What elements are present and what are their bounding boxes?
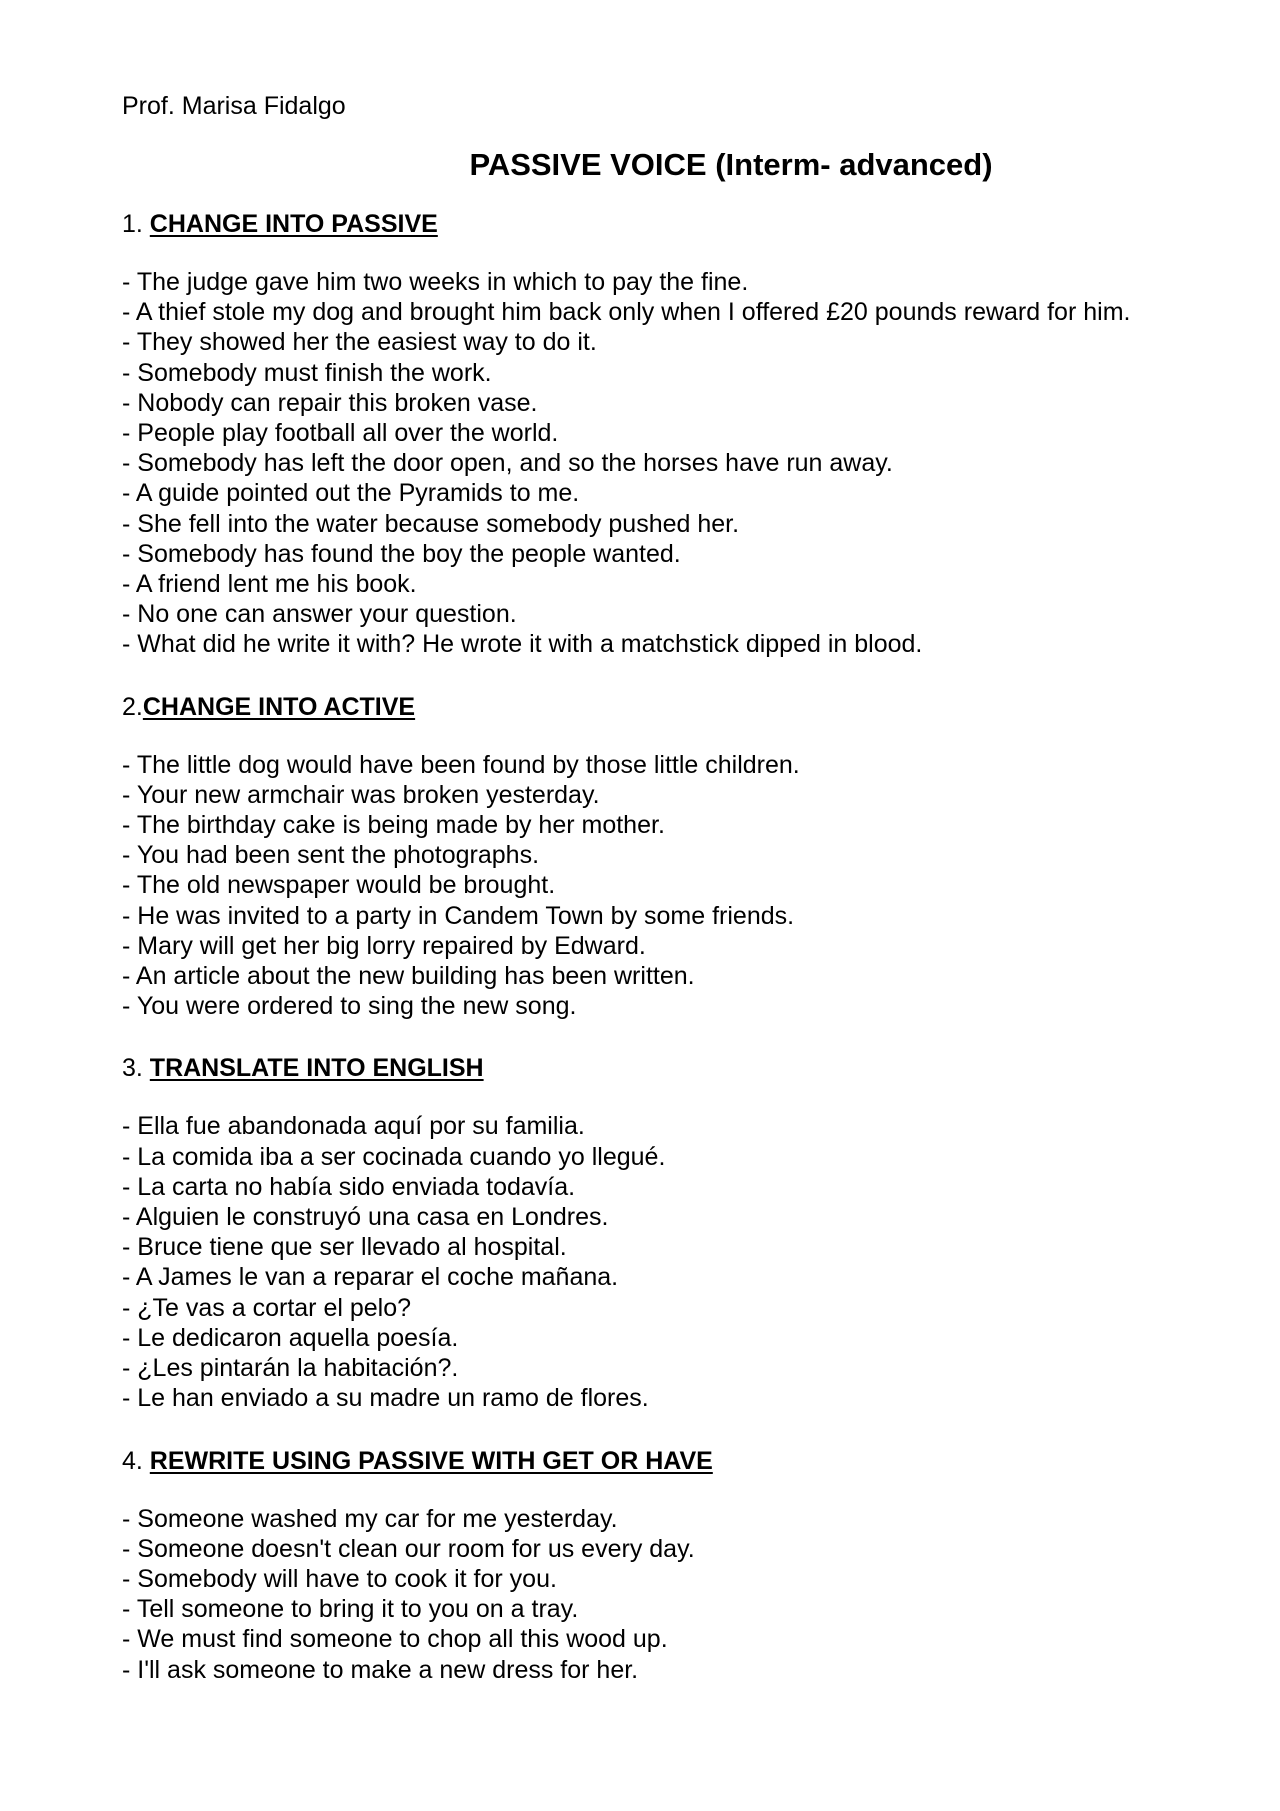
author-line: Prof. Marisa Fidalgo bbox=[122, 92, 346, 120]
exercise-item: - Le han enviado a su madre un ramo de flores. bbox=[122, 1384, 649, 1413]
exercise-list bbox=[122, 267, 1220, 660]
section-heading bbox=[122, 1051, 1220, 1085]
exercise-item: - Bruce tiene que ser llevado al hospital. bbox=[122, 1233, 567, 1262]
exercise-item: - I'll ask someone to make a new dress for her. bbox=[122, 1655, 639, 1684]
exercise-item: - ¿Les pintarán la habitación?. bbox=[122, 1354, 459, 1383]
exercise-item: - You had been sent the photographs. bbox=[122, 841, 540, 870]
exercise-item: - What did he write it with? He wrote it with a matchstick dipped in blood. bbox=[122, 630, 923, 659]
exercise-item: - The old newspaper would be brought. bbox=[122, 871, 556, 900]
exercise-sections bbox=[122, 207, 1220, 1685]
exercise-item: - The judge gave him two weeks in which to pay the fine. bbox=[122, 268, 749, 296]
exercise-item: - A friend lent me his book. bbox=[122, 570, 417, 599]
section-number: 3. bbox=[122, 1054, 150, 1083]
exercise-item: - ¿Te vas a cortar el pelo? bbox=[122, 1293, 412, 1322]
exercise-item: - Mary will get her big lorry repaired by Edward. bbox=[122, 931, 646, 960]
exercise-item: - Tell someone to bring it to you on a tray. bbox=[122, 1595, 579, 1624]
section-heading bbox=[122, 690, 1220, 724]
section-heading-text: CHANGE INTO PASSIVE bbox=[149, 210, 438, 238]
exercise-item: - No one can answer your question. bbox=[122, 600, 517, 629]
exercise-item: - A thief stole my dog and brought him back only when I offered £20 pounds reward for him. bbox=[122, 298, 1131, 327]
exercise-item: - Alguien le construyó una casa en Londres. bbox=[122, 1203, 609, 1232]
section-number: 4. bbox=[122, 1446, 150, 1475]
section-heading bbox=[122, 207, 1220, 241]
exercise-list bbox=[122, 750, 1220, 1022]
section-heading-text: REWRITE USING PASSIVE WITH GET OR HAVE bbox=[149, 1446, 713, 1475]
exercise-item: - Nobody can repair this broken vase. bbox=[122, 388, 538, 417]
exercise-item: - You were ordered to sing the new song. bbox=[122, 992, 577, 1021]
exercise-item: - Someone doesn't clean our room for us every day. bbox=[122, 1534, 695, 1563]
exercise-item: - Somebody has left the door open, and so the horses have run away. bbox=[122, 449, 893, 478]
exercise-item: - La comida iba a ser cocinada cuando yo llegué. bbox=[122, 1142, 666, 1171]
section-heading bbox=[122, 1444, 1220, 1478]
section-heading-text: CHANGE INTO ACTIVE bbox=[142, 692, 416, 721]
exercise-item: - Somebody has found the boy the people wanted. bbox=[122, 539, 681, 568]
exercise-item: - She fell into the water because somebody pushed her. bbox=[122, 509, 740, 538]
exercise-item: - A guide pointed out the Pyramids to me. bbox=[122, 479, 580, 508]
exercise-item: - The little dog would have been found by those little children. bbox=[122, 750, 800, 779]
exercise-item: - He was invited to a party in Candem Town by some friends. bbox=[122, 901, 795, 930]
exercise-list bbox=[122, 1111, 1220, 1413]
section-heading-text: TRANSLATE INTO ENGLISH bbox=[149, 1054, 484, 1083]
exercise-section-2 bbox=[122, 690, 1220, 1022]
exercise-item: - They showed her the easiest way to do it. bbox=[122, 328, 597, 357]
exercise-section-3 bbox=[122, 1051, 1220, 1413]
exercise-item: - Somebody will have to cook it for you. bbox=[122, 1564, 557, 1593]
exercise-item: - A James le van a reparar el coche mañana. bbox=[122, 1263, 619, 1292]
exercise-item: - Someone washed my car for me yesterday. bbox=[122, 1504, 618, 1533]
exercise-item: - Your new armchair was broken yesterday. bbox=[122, 780, 600, 809]
exercise-item: - The birthday cake is being made by her mother. bbox=[122, 811, 665, 840]
exercise-item: - La carta no había sido enviada todavía. bbox=[122, 1172, 576, 1201]
exercise-list bbox=[122, 1504, 1220, 1685]
section-number: 2. bbox=[122, 692, 143, 721]
exercise-item: - Ella fue abandonada aquí por su familia. bbox=[122, 1112, 585, 1141]
exercise-section-1 bbox=[122, 207, 1220, 660]
exercise-item: - People play football all over the world. bbox=[122, 419, 559, 448]
section-number: 1. bbox=[122, 210, 150, 238]
exercise-item: - We must find someone to chop all this wood up. bbox=[122, 1625, 668, 1654]
page-title: PASSIVE VOICE (Interm- advanced) bbox=[469, 147, 993, 182]
exercise-item: - Somebody must finish the work. bbox=[122, 358, 492, 387]
exercise-item: - Le dedicaron aquella poesía. bbox=[122, 1323, 459, 1352]
exercise-section-4 bbox=[122, 1444, 1220, 1685]
exercise-item: - An article about the new building has been written. bbox=[122, 962, 695, 991]
